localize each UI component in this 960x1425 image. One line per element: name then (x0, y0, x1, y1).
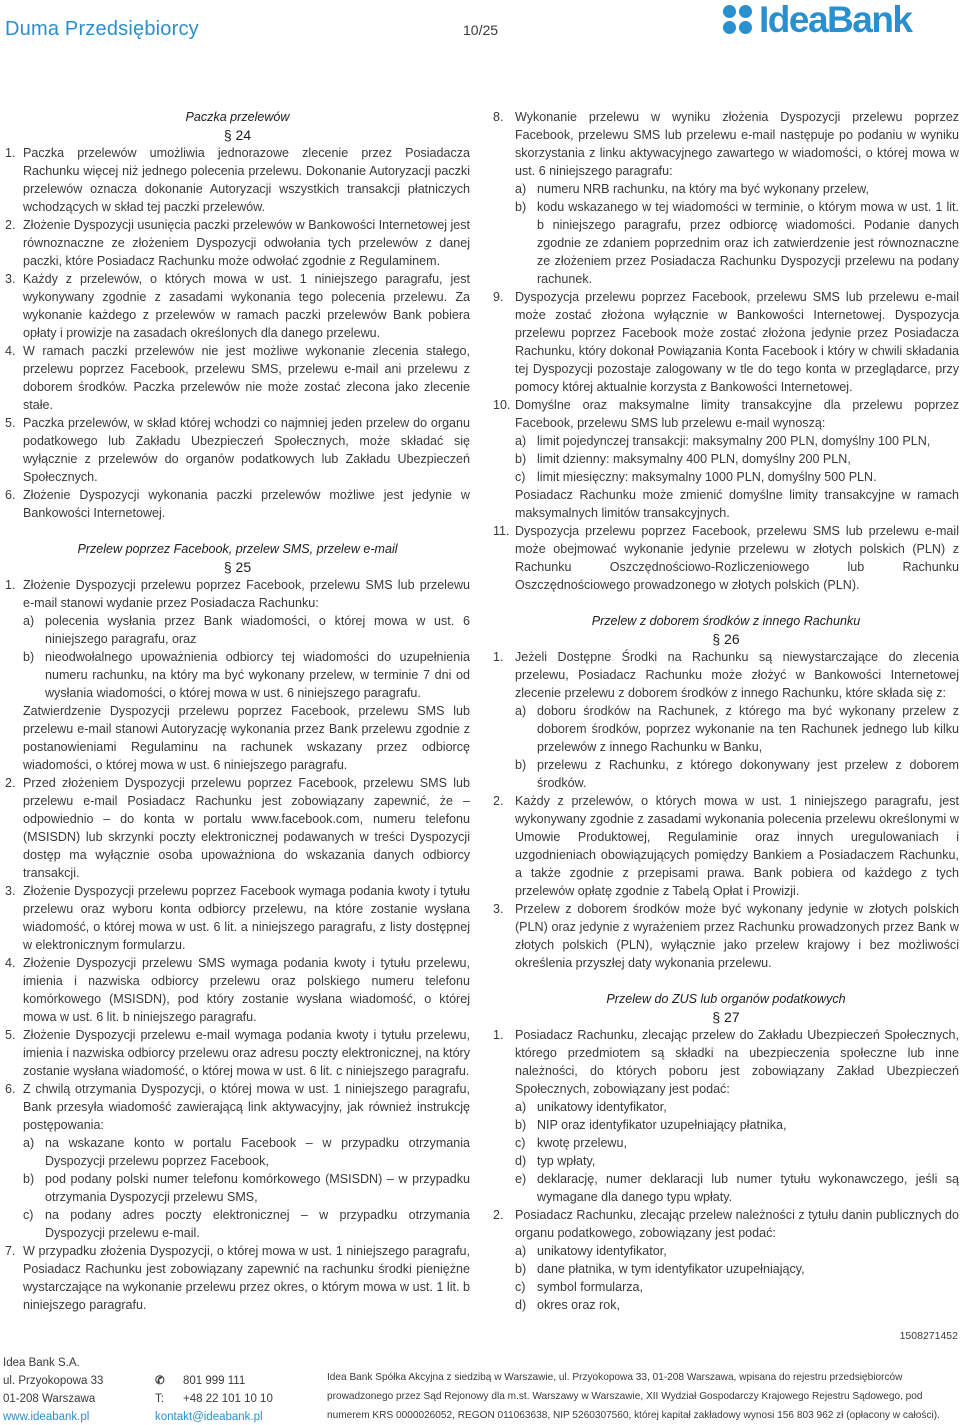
list-item: 9. Dyspozycja przelewu poprzez Facebook, przelewu SMS lub przelewu e-mail może zostać złożona wyłącznie w Bankowości Internetowej. Dyspozycja przelewu poprzez Facebook może zostać złożona jedynie przez Posiadacza Rachunku, który dokonał Powiązania Konta Facebook i który w chwili składania tej Dyspozycji pozostaje zalogowany w tle do tego konta w przeglądarce, przy pomocy której aktualnie korzysta z Bankowości Internetowej. (493, 290, 959, 394)
sub-item: b) dane płatnika, w tym identyfikator uzupełniający, (515, 1262, 805, 1276)
idea-bank-dots-logo-icon (721, 3, 755, 37)
sub-item: a) limit pojedynczej transakcji: maksymalny 200 PLN, domyślny 100 PLN, (515, 434, 931, 448)
legal-notice: Idea Bank Spółka Akcyjna z siedzibą w Warszawie, ul. Przyokopowa 33, 01-208 Warszawa, wpisana do rejestru przedsiębiorców prowadzonego przez Sąd Rejonowy dla m.st. Warszawy w Warszawie, XII Wydział Gospodarczy Krajowego Rejestru Sądowego, pod numerem KRS 0000026052, REGON 011063638, NIP 5260307560, której kapitał zakładowy wynosi 156 803 962 zł (opłacony w całości). (327, 1372, 940, 1421)
document-code: 1508271452 (899, 1330, 958, 1342)
tel-label: T: (155, 1393, 164, 1405)
document-title: Duma Przedsiębiorcy (5, 18, 199, 40)
page-number: 10/25 (463, 22, 499, 38)
page-footer (0, 1325, 960, 1425)
section-27-title: Przelew do ZUS lub organów podatkowych (606, 992, 846, 1006)
list-item: 3. Przelew z doborem środków może być wykonany jedynie w złotych polskich (PLN) oraz jedynie z wyrażeniem przez Rachunku prowadzonych przez Bank w złotych polskich (PLN), wyłącznie jako przelew krajowy i bez możliwości określenia przyszłej daty wykonania przelewu. (493, 902, 959, 970)
list-item: 1. Posiadacz Rachunku, zlecając przelew do Zakładu Ubezpieczeń Społecznych, którego przedmiotem są składki na ubezpieczenia społeczne lub inne należności, do których poboru jest zobowiązany Zakład Ubezpieczeń Społecznych, zobowiązany jest podać: (493, 1028, 959, 1096)
sub-item: a) doboru środków na Rachunek, z którego ma być wykonany przelew z doborem środków, poprzez wykonanie na ten Rachunek jednego lub kilku przelewów z innego Rachunku w Banku, (515, 704, 959, 754)
section-25-number: § 25 (223, 559, 252, 575)
sub-item: c) symbol formularza, (515, 1280, 643, 1294)
list-item: 4. W ramach paczki przelewów nie jest możliwe wykonanie zlecenia stałego, przelewu poprzez Facebook, przelewu SMS, przelewu e-mail ani przelewu z doborem środków. Paczka przelewów nie może zostać zlecona jako zlecenie stałe. (5, 344, 470, 412)
company-street: ul. Przyokopowa 33 (3, 1375, 104, 1387)
section-24-title: Paczka przelewów (185, 110, 290, 124)
sub-item: a) unikatowy identyfikator, (515, 1100, 667, 1114)
list-item: 8. Wykonanie przelewu w wyniku złożenia Dyspozycji przelewu poprzez Facebook, przelewu SMS lub przelewu e-mail następuje po podaniu w wyniku skorzystania z linku aktywacyjnego zawartego w wiadomości, o której mowa w ust. 6 niniejszego paragrafu: (493, 110, 959, 178)
section-27-number: § 27 (712, 1009, 740, 1025)
sub-item: b) limit dzienny: maksymalny 400 PLN, domyślny 200 PLN, (515, 452, 851, 466)
sub-item: e) deklarację, numer deklaracji lub numer tytułu wykonawczego, jeśli są wymagane dla danego typu wpłaty. (515, 1172, 959, 1204)
right-column (493, 108, 959, 1314)
email-link[interactable]: kontakt@ideabank.pl (155, 1411, 263, 1423)
left-column (5, 108, 470, 1314)
sub-item: b) przelewu z Rachunku, z którego dokonywany jest przelew z doborem środków. (515, 758, 959, 790)
list-item: 2. Każdy z przelewów, o których mowa w ust. 1 niniejszego paragrafu, jest wykonywany zgodnie z zasadami wykonania polecenia przelewu określonymi w Umowie Produktowej, Regulaminie oraz innych uregulowaniach i uzgodnieniach obowiązujących pomiędzy Bankiem a Posiadaczem Rachunku, a także zgodnie z przepisami prawa. Bank pobiera od każdego z tych przelewów opłatę zgodnie z Tabelą Opłat i Prowizji. (493, 794, 959, 898)
list-item: 4. Złożenie Dyspozycji przelewu SMS wymaga podania kwoty i tytułu przelewu, imienia i nazwiska odbiorcy przelewu oraz polskiego numeru telefonu komórkowego (MSISDN), pod który zostanie wysłana wiadomość, o której mowa w ust. 6 lit. b niniejszego paragrafu. (5, 956, 470, 1024)
sub-item: c) na podany adres poczty elektronicznej – w przypadku otrzymania Dyspozycji przelewu e-mail. (23, 1208, 470, 1240)
list-item: 1. Paczka przelewów umożliwia jednorazowe zlecenie przez Posiadacza Rachunku więcej niż jednego polecenia przelewu. Dokonanie Autoryzacji paczki przelewów oznacza dokonanie Autoryzacji wszystkich transakcji płatniczych wchodzących w skład tej paczki przelewów. (5, 146, 470, 214)
list-item: 5. Paczka przelewów, w skład której wchodzi co najmniej jeden przelew do organu podatkowego lub Zakładu Ubezpieczeń Społecznych, może składać się wyłącznie z przelewów do organów podatkowych lub Zakładu Ubezpieczeń Społecznych. (5, 416, 470, 484)
sub-item: a) numeru NRB rachunku, na który ma być wykonany przelew, (515, 182, 869, 196)
hotline-number: 801 999 111 (183, 1375, 246, 1387)
paragraph: Posiadacz Rachunku może zmienić domyślne limity transakcyjne w ramach maksymalnych limitów transakcyjnych. (515, 488, 959, 520)
idea-bank-logo (721, 1, 959, 39)
phone-handset-icon: ✆ (155, 1375, 165, 1387)
list-item: 1. Jeżeli Dostępne Środki na Rachunku są niewystarczające do zlecenia przelewu, Posiadacz Rachunku może złożyć w Bankowości Internetowej zlecenie przelewu z doborem środków z innego Rachunku, które składa się z: (493, 650, 959, 700)
sub-item: b) kodu wskazanego w tej wiadomości w terminie, o którym mowa w ust. 1 lit. b niniejszego paragrafu, przez odbiorcę wiadomości. Podanie danych zgodnie ze zdaniem poprzednim oraz ich zatwierdzenie jest równoznaczne ze złożeniem przez Posiadacza Rachunku Dyspozycji przelewu na podany rachunek. (515, 200, 959, 286)
list-item: 2. Posiadacz Rachunku, zlecając przelew należności z tytułu danin publicznych do organu podatkowego, zobowiązany jest podać: (493, 1208, 959, 1240)
section-26-number: § 26 (712, 631, 740, 647)
company-name: Idea Bank S.A. (3, 1357, 80, 1369)
sub-item: b) pod podany polski numer telefonu komórkowego (MSISDN) – w przypadku otrzymania Dyspozycji przelewu SMS, (23, 1172, 470, 1204)
list-item: 2. Przed złożeniem Dyspozycji przelewu poprzez Facebook, przelewu SMS lub przelewu e-mail Posiadacz Rachunku jest zobowiązany zapewnić, że – odpowiednio – do konta w portalu www.facebook.com, numeru telefonu (MSISDN) lub skrzynki poczty elektronicznej podawanych w treści Dyspozycji dostęp ma wyłącznie osoba upoważniona do wskazania danych odbiorcy transakcji. (5, 776, 470, 880)
tel-number: +48 22 101 10 10 (183, 1393, 273, 1405)
sub-item: b) NIP oraz identyfikator uzupełniający płatnika, (515, 1118, 787, 1132)
sub-item: d) okres oraz rok, (515, 1298, 620, 1312)
list-item: 7. W przypadku złożenia Dyspozycji, o której mowa w ust. 1 niniejszego paragrafu, Posiadacz Rachunku jest zobowiązany zapewnić na rachunku środki pieniężne wystarczające na wykonanie przelewu przez okres, o którym mowa w ust. 1 lit. b niniejszego paragrafu. (5, 1244, 470, 1312)
sub-item: a) na wskazane konto w portalu Facebook – w przypadku otrzymania Dyspozycji przelewu poprzez Facebook, (23, 1136, 470, 1168)
section-25-title: Przelew poprzez Facebook, przelew SMS, przelew e-mail (77, 542, 398, 556)
hotline (155, 1373, 169, 1389)
company-city: 01-208 Warszawa (3, 1393, 96, 1405)
section-26-title: Przelew z doborem środków z innego Rachunku (591, 614, 861, 628)
sub-item: d) typ wpłaty, (515, 1154, 596, 1168)
sub-item: a) unikatowy identyfikator, (515, 1244, 667, 1258)
list-item: 11. Dyspozycja przelewu poprzez Facebook, przelewu SMS lub przelewu e-mail może obejmować wykonanie jedynie przelewu w złotych polskich (PLN) z Rachunku Oszczędnościowo-Rozliczeniowego lub Rachunku Oszczędnościowego prowadzonego w złotych polskich (PLN). (493, 524, 959, 592)
logo-wordmark: IdeaBank (759, 0, 912, 40)
page-header (0, 0, 960, 62)
sub-item: c) kwotę przelewu, (515, 1136, 627, 1150)
website-link[interactable]: www.ideabank.pl (3, 1411, 90, 1423)
sub-item: c) limit miesięczny: maksymalny 1000 PLN, domyślny 500 PLN. (515, 470, 877, 484)
list-item: 10. Domyślne oraz maksymalne limity transakcyjne dla przelewu poprzez Facebook, przelewu SMS lub przelewu e-mail wynoszą: (493, 398, 959, 430)
sub-item: b) nieodwołalnego upoważnienia odbiorcy tej wiadomości do uzupełnienia numeru rachunku, na który ma być wykonany przelew, w terminie 7 dni od wysłania wiadomości, o której mowa w ust. 6 niniejszego paragrafu. (23, 650, 470, 700)
list-item: 2. Złożenie Dyspozycji usunięcia paczki przelewów w Bankowości Internetowej jest równoznaczne ze złożeniem Dyspozycji odwołania tych przelewów z danej paczki, które Posiadacz Rachunku może odwołać zgodnie z Regulaminem. (5, 218, 471, 268)
paragraph: Zatwierdzenie Dyspozycji przelewu poprzez Facebook, przelewu SMS lub przelewu e-mail stanowi Autoryzację wykonania przez Bank przelewu zgodnie z postanowieniami Regulaminu na rachunek wskazany przez odbiorcę wiadomości, o której mowa w ust. 6 niniejszego paragrafu. (23, 704, 470, 772)
list-item: 3. Każdy z przelewów, o których mowa w ust. 1 niniejszego paragrafu, jest wykonywany zgodnie z zasadami wykonania tego polecenia przelewu. Za wykonanie każdego z przelewów w ramach paczki przelewów Bank pobiera opłaty i prowizje na zasadach określonych dla danego przelewu. (5, 272, 470, 340)
list-item: 6. Złożenie Dyspozycji wykonania paczki przelewów możliwe jest jedynie w Bankowości Internetowej. (5, 488, 470, 520)
list-item: 6. Z chwilą otrzymania Dyspozycji, o której mowa w ust. 1 niniejszego paragrafu, Bank przesyła wiadomość zawierającą link aktywacyjny, jak również instrukcję postępowania: (5, 1082, 470, 1132)
list-item: 3. Złożenie Dyspozycji przelewu poprzez Facebook wymaga podania kwoty i tytułu przelewu oraz wyboru konta odbiorcy przelewu, na które zostanie wysłana wiadomość, o której mowa w ust. 6 lit. a niniejszego paragrafu, z listy dostępnej w elektronicznym formularzu. (5, 884, 470, 952)
section-24-number: § 24 (223, 127, 252, 143)
list-item: 5. Złożenie Dyspozycji przelewu e-mail wymaga podania kwoty i tytułu przelewu, imienia i nazwiska odbiorcy przelewu oraz adresu poczty elektronicznej, na który zostanie wysłana wiadomość, o której mowa w ust. 6 lit. c niniejszego paragrafu. (5, 1028, 471, 1078)
sub-item: a) polecenia wysłania przez Bank wiadomości, o której mowa w ust. 6 niniejszego paragrafu, oraz (23, 614, 470, 646)
list-item: 1. Złożenie Dyspozycji przelewu poprzez Facebook, przelewu SMS lub przelewu e-mail stanowi wydanie przez Posiadacza Rachunku: (5, 578, 470, 610)
